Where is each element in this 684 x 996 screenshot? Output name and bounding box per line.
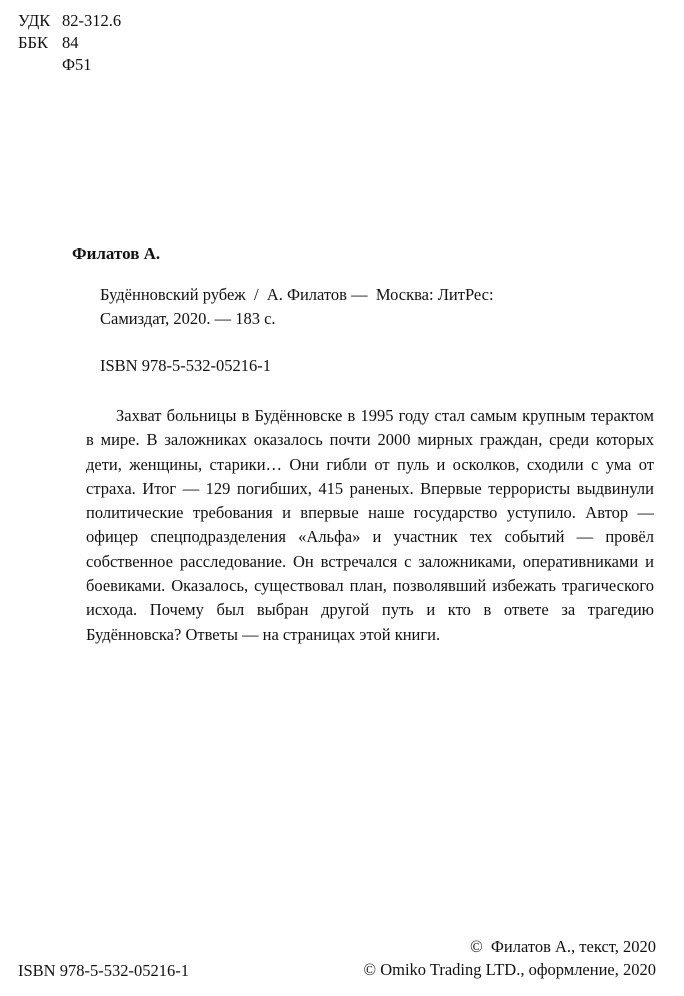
udk-row — [18, 10, 121, 32]
copyright-design-line: © Omiko Trading LTD., оформление, 2020 — [363, 960, 656, 979]
bbk-row — [18, 32, 121, 54]
isbn-main: ISBN 978-5-532-05216-1 — [100, 356, 271, 375]
author-heading: Филатов А. — [72, 244, 161, 263]
bibliographic-record — [100, 283, 570, 331]
copyright-text-line: © Филатов А., текст, 2020 — [470, 937, 656, 956]
biblio-line-1: Будённовский рубеж / А. Филатов — Москва: ЛитРес: — [100, 285, 494, 304]
biblio-line-2: Самиздат, 2020. — 183 с. — [100, 309, 276, 328]
author-mark: Ф51 — [62, 55, 92, 74]
bbk-value: 84 — [62, 33, 79, 52]
bbk-label: ББК — [18, 33, 48, 52]
author-mark-row — [18, 54, 121, 76]
udk-value: 82-312.6 — [62, 11, 122, 30]
annotation — [86, 404, 654, 647]
udk-label: УДК — [18, 11, 51, 30]
annotation-text: Захват больницы в Будённовске в 1995 году стал самым крупным терактом в мире. В заложниках оказалось почти 2000 мирных граждан, среди которых дети, женщины, старики… Они гибли от пуль и осколков, сходили с ума от страха. Итог — 129 погибших, 415 раненых. Впервые террористы выдвинули политические требования и впервые наше государство уступило. Автор — офицер спецподразделения «Альфа» и участник тех событий — провёл собственное расследование. Он встречался с заложниками, оперативниками и боевиками. Оказалось, существовал план, позволявший избежать трагического исхода. Почему был выбран другой путь и кто в ответе за трагедию Будённовска? Ответы — на страницах этой книги. — [86, 406, 654, 644]
copyright-block — [364, 935, 656, 981]
footer-isbn: ISBN 978-5-532-05216-1 — [18, 961, 189, 980]
classification-block — [18, 10, 121, 76]
